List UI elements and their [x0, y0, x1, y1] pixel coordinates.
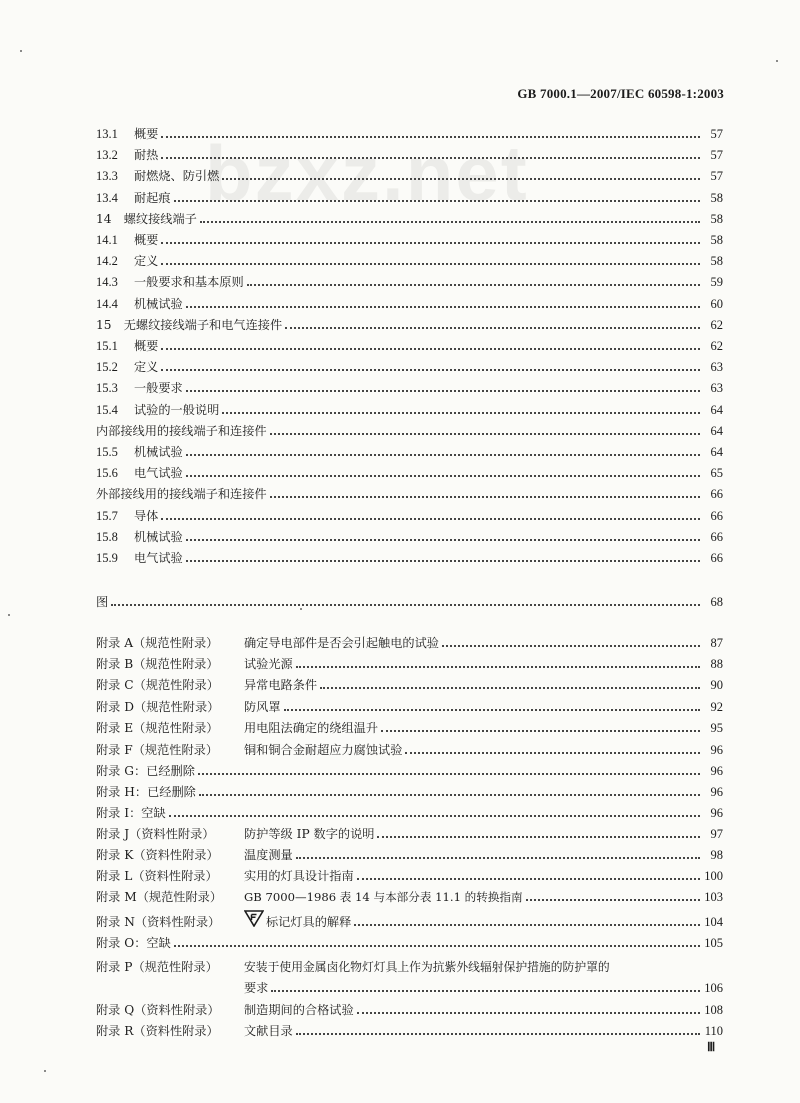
dot-leader — [271, 990, 700, 992]
entry-title: 概要 — [134, 127, 159, 141]
toc-entry[interactable] — [96, 546, 723, 566]
annex-label: 附录 D（规范性附录） — [96, 700, 220, 714]
annex-title: 附录 H：已经删除 — [96, 785, 196, 799]
toc-entry[interactable] — [96, 504, 723, 524]
dot-leader — [174, 945, 700, 947]
dot-leader — [161, 369, 700, 371]
toc-entry[interactable] — [96, 334, 723, 354]
annex-label: 附录 K（资料性附录） — [96, 848, 219, 862]
dot-leader — [354, 924, 700, 926]
annex-title: 制造期间的合格试验 — [244, 1003, 354, 1017]
dot-leader — [161, 263, 700, 265]
toc-entry[interactable] — [96, 419, 723, 439]
dot-leader — [442, 645, 700, 647]
entry-number: 13.2 — [96, 148, 118, 162]
toc-entry[interactable] — [96, 292, 723, 312]
entry-page: 68 — [710, 595, 723, 609]
dot-leader — [186, 475, 700, 477]
toc-annex-entry[interactable] — [96, 864, 723, 884]
annex-label: 附录 J（资料性附录） — [96, 827, 215, 841]
dot-leader — [186, 560, 700, 562]
entry-number: 13.4 — [96, 191, 118, 205]
entry-title: 14 螺纹接线端子 — [96, 212, 197, 226]
entry-title: 定义 — [134, 360, 159, 374]
toc-entry[interactable] — [96, 313, 723, 333]
dot-leader — [161, 242, 700, 244]
annex-title: 附录 I：空缺 — [96, 806, 166, 820]
entry-page: 106 — [704, 981, 723, 995]
entry-page: 64 — [710, 445, 723, 459]
entry-number: 14.1 — [96, 233, 118, 247]
entry-number: 15.2 — [96, 360, 118, 374]
dot-leader — [161, 136, 700, 138]
annex-title: 附录 O：空缺 — [96, 936, 171, 950]
dot-leader — [296, 1033, 700, 1035]
toc-entry[interactable] — [96, 228, 723, 248]
entry-page: 104 — [704, 915, 723, 929]
entry-title: 电气试验 — [134, 551, 183, 565]
entry-page: 100 — [704, 869, 723, 883]
entry-page: 58 — [710, 191, 723, 205]
annex-title: 安装于使用金属卤化物灯灯具上作为抗紫外线辐射保护措施的防护罩的 — [244, 960, 610, 974]
scan-speck — [20, 50, 22, 52]
entry-page: 62 — [710, 339, 723, 353]
toc-annex-entry[interactable] — [96, 885, 723, 905]
dot-leader — [186, 390, 700, 392]
annex-title: 防风罩 — [244, 700, 281, 714]
scan-speck — [300, 608, 302, 610]
annex-label: 附录 N（资料性附录） — [96, 915, 221, 929]
scan-speck — [776, 60, 778, 62]
scan-speck — [44, 1070, 46, 1072]
toc-annex-entry[interactable] — [96, 801, 723, 821]
entry-number: 15.9 — [96, 551, 118, 565]
entry-page: 98 — [710, 848, 723, 862]
entry-page: 58 — [710, 254, 723, 268]
entry-page: 66 — [710, 509, 723, 523]
entry-page: 57 — [710, 148, 723, 162]
toc-entry[interactable] — [96, 355, 723, 375]
annex-title: 用电阻法确定的绕组温升 — [244, 721, 379, 735]
toc-entry[interactable] — [96, 143, 723, 163]
entry-title: 概要 — [134, 233, 159, 247]
toc-entry[interactable] — [96, 482, 723, 502]
entry-title: 概要 — [134, 339, 159, 353]
watermark: bzxz.net — [205, 129, 529, 217]
entry-number: 13.1 — [96, 127, 118, 141]
entry-page: 66 — [710, 530, 723, 544]
toc-annex-entry[interactable] — [96, 931, 723, 951]
dot-leader — [199, 794, 700, 796]
entry-page: 96 — [710, 785, 723, 799]
toc-entry[interactable] — [96, 249, 723, 269]
entry-page: 110 — [704, 1024, 723, 1038]
entry-title: 试验的一般说明 — [134, 403, 220, 417]
entry-title: 导体 — [134, 509, 159, 523]
entry-title: 一般要求 — [134, 381, 183, 395]
entry-page: 87 — [710, 636, 723, 650]
entry-page: 58 — [710, 212, 723, 226]
annex-label: 附录 R（资料性附录） — [96, 1024, 219, 1038]
toc-annex-entry[interactable] — [96, 673, 723, 693]
entry-title: 耐起痕 — [134, 191, 171, 205]
entry-title: 外部接线用的接线端子和连接件 — [96, 487, 267, 501]
annex-title: 确定导电部件是否会引起触电的试验 — [244, 636, 439, 650]
entry-page: 64 — [710, 424, 723, 438]
entry-page: 58 — [710, 233, 723, 247]
toc-annex-entry[interactable] — [96, 695, 723, 715]
toc-annex-entry[interactable] — [96, 1019, 723, 1039]
annex-title: 异常电路条件 — [244, 678, 318, 692]
entry-page: 63 — [710, 381, 723, 395]
toc-entry[interactable] — [96, 440, 723, 460]
dot-leader — [526, 899, 700, 901]
toc-entry[interactable] — [96, 186, 723, 206]
entry-title: 15 无螺纹接线端子和电气连接件 — [96, 318, 283, 332]
annex-title: 铜和铜合金耐超应力腐蚀试验 — [244, 743, 403, 757]
entry-page: 105 — [704, 936, 723, 950]
entry-title: 耐燃烧、防引燃 — [134, 169, 220, 183]
entry-page: 66 — [710, 551, 723, 565]
dot-leader — [186, 539, 700, 541]
entry-title: 定义 — [134, 254, 159, 268]
entry-page: 59 — [710, 275, 723, 289]
entry-page: 88 — [710, 657, 723, 671]
annex-title: 文献目录 — [244, 1024, 293, 1038]
dot-leader — [296, 857, 700, 859]
toc-entry[interactable] — [96, 164, 723, 184]
toc-entry[interactable] — [96, 376, 723, 396]
entry-number: 14.4 — [96, 297, 118, 311]
annex-title: 实用的灯具设计指南 — [244, 869, 354, 883]
entry-number: 13.3 — [96, 169, 118, 183]
dot-leader — [405, 752, 700, 754]
entry-title: 机械试验 — [134, 530, 183, 544]
entry-title: 电气试验 — [134, 466, 183, 480]
toc-entry[interactable] — [96, 122, 723, 142]
dot-leader — [161, 348, 700, 350]
entry-page: 90 — [710, 678, 723, 692]
toc-annex-entry[interactable] — [96, 998, 723, 1018]
dot-leader — [222, 412, 700, 414]
toc-annex-entry[interactable] — [96, 910, 723, 930]
annex-label: 附录 F（规范性附录） — [96, 743, 219, 757]
entry-title: 机械试验 — [134, 445, 183, 459]
toc-annex-entry[interactable] — [96, 716, 723, 736]
annex-title: 温度测量 — [244, 848, 293, 862]
dot-leader — [284, 709, 700, 711]
dot-leader — [111, 604, 700, 606]
dot-leader — [357, 1012, 700, 1014]
annex-label: 附录 P（规范性附录） — [96, 960, 218, 974]
dot-leader — [381, 730, 700, 732]
entry-page: 60 — [710, 297, 723, 311]
dot-leader — [186, 306, 700, 308]
toc-entry[interactable] — [96, 270, 723, 290]
annex-title: 防护等级 IP 数字的说明 — [244, 827, 375, 841]
toc-entry-figures[interactable] — [96, 590, 723, 610]
entry-page: 65 — [710, 466, 723, 480]
entry-title: 内部接线用的接线端子和连接件 — [96, 424, 267, 438]
annex-label: 附录 L（资料性附录） — [96, 869, 218, 883]
dot-leader — [285, 327, 700, 329]
dot-leader — [174, 200, 700, 202]
entry-title: 一般要求和基本原则 — [134, 275, 244, 289]
annex-label: 附录 B（规范性附录） — [96, 657, 219, 671]
entry-number: 14.3 — [96, 275, 118, 289]
toc-annex-entry[interactable] — [96, 738, 723, 758]
entry-number: 15.7 — [96, 509, 118, 523]
toc-annex-entry[interactable] — [96, 955, 723, 975]
dot-leader — [169, 815, 700, 817]
entry-page: 103 — [704, 890, 723, 904]
entry-title: 图 — [96, 595, 109, 609]
dot-leader — [186, 454, 700, 456]
annex-label: 附录 A（规范性附录） — [96, 636, 219, 650]
toc-entry[interactable] — [96, 398, 723, 418]
annex-title-continued: 要求 — [244, 981, 269, 995]
toc-annex-entry[interactable] — [96, 780, 723, 800]
dot-leader — [161, 518, 700, 520]
dot-leader — [377, 836, 700, 838]
entry-number: 15.1 — [96, 339, 118, 353]
entry-page: 95 — [710, 721, 723, 735]
toc-annex-entry-continued[interactable] — [96, 976, 723, 996]
toc-entry[interactable] — [96, 207, 723, 227]
entry-number: 15.4 — [96, 403, 118, 417]
entry-number: 15.6 — [96, 466, 118, 480]
dot-leader — [161, 157, 700, 159]
entry-page: 92 — [710, 700, 723, 714]
dot-leader — [200, 221, 700, 223]
entry-number: 15.3 — [96, 381, 118, 395]
entry-page: 62 — [710, 318, 723, 332]
entry-number: 15.5 — [96, 445, 118, 459]
entry-title: 耐热 — [134, 148, 159, 162]
annex-label: 附录 E（规范性附录） — [96, 721, 219, 735]
entry-page: 64 — [710, 403, 723, 417]
toc-annex-entry[interactable] — [96, 822, 723, 842]
entry-page: 108 — [704, 1003, 723, 1017]
entry-page: 57 — [710, 169, 723, 183]
annex-label: 附录 Q（资料性附录） — [96, 1003, 220, 1017]
toc-annex-entry[interactable] — [96, 843, 723, 863]
entry-page: 96 — [710, 806, 723, 820]
dot-leader — [222, 178, 700, 180]
toc-entry[interactable] — [96, 461, 723, 481]
dot-leader — [296, 666, 700, 668]
scan-speck — [8, 614, 10, 616]
toc-annex-entry[interactable] — [96, 652, 723, 672]
lamp-marking-symbol-icon — [244, 909, 264, 930]
page-number-roman: Ⅲ — [707, 1040, 716, 1054]
dot-leader — [198, 773, 700, 775]
annex-title: 标记灯具的解释 — [266, 915, 352, 929]
entry-page: 96 — [710, 764, 723, 778]
dot-leader — [320, 687, 700, 689]
dot-leader — [270, 496, 700, 498]
standard-code-header: GB 7000.1—2007/IEC 60598-1:2003 — [517, 86, 724, 101]
entry-title: 机械试验 — [134, 297, 183, 311]
dot-leader — [270, 433, 700, 435]
dot-leader — [357, 878, 700, 880]
entry-page: 66 — [710, 487, 723, 501]
annex-title: 试验光源 — [244, 657, 293, 671]
entry-page: 57 — [710, 127, 723, 141]
toc-entry[interactable] — [96, 525, 723, 545]
entry-number: 14.2 — [96, 254, 118, 268]
toc-annex-entry[interactable] — [96, 759, 723, 779]
annex-label: 附录 M（规范性附录） — [96, 890, 223, 904]
entry-page: 96 — [710, 743, 723, 757]
dot-leader — [247, 284, 700, 286]
annex-label: 附录 C（规范性附录） — [96, 678, 219, 692]
entry-number: 15.8 — [96, 530, 118, 544]
entry-page: 63 — [710, 360, 723, 374]
annex-title: GB 7000—1986 表 14 与本部分表 11.1 的转换指南 — [244, 890, 523, 904]
annex-title: 附录 G：已经删除 — [96, 764, 195, 778]
entry-page: 97 — [710, 827, 723, 841]
toc-annex-entry[interactable] — [96, 631, 723, 651]
